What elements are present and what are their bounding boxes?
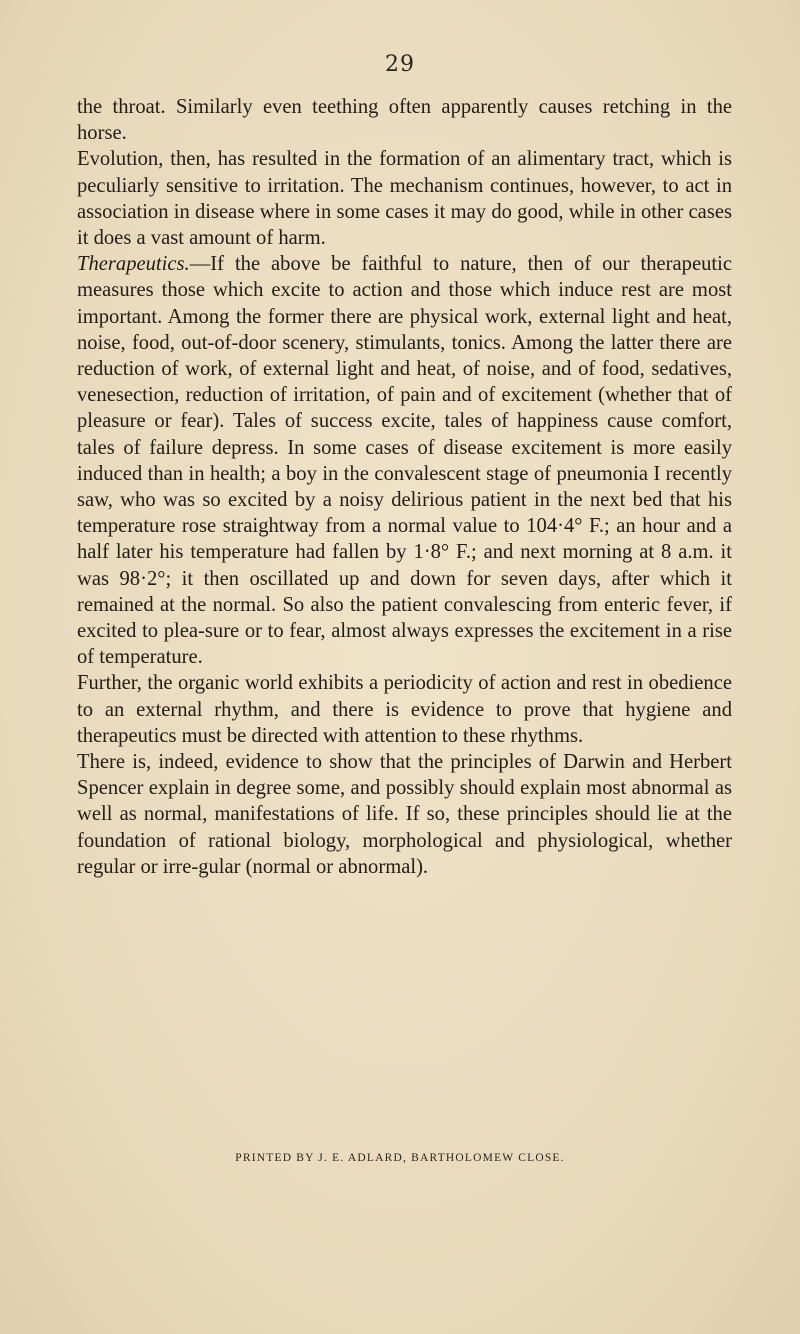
paragraph-4-text: Further, the organic world exhibits a periodicity of action and rest in obedience to an external rhythm, and there is evidence to prove that hygiene and therapeutics must be directed with attention to these rhythms. [77,672,732,747]
printer-imprint: PRINTED BY J. E. ADLARD, BARTHOLOMEW CLOSE. [235,1152,565,1164]
paragraph-1 [77,94,732,146]
section-heading-therapeutics: Therapeutics. [77,253,190,276]
paragraph-1-text: the throat. Similarly even teething often apparently causes retching in the horse. [77,96,732,145]
paragraph-2 [77,146,732,251]
page-number: 29 [385,52,415,77]
paragraph-5 [77,749,732,880]
paragraph-3-text: —If the above be faithful to nature, then of our therapeutic measures those which excite to action and those which induce rest are most important. Among the former there are physical work, external light and heat, noise, food, out-of-door scenery, stimulants, tonics. Among the latter there are reduction of work, of external light and heat, of noise, and of food, sedatives, venesection, reduction of irritation, of pain and of excitement (whether that of pleasure or fear). Tales of success excite, tales of happiness cause comfort, tales of failure depress. In some cases of disease excitement is more easily induced than in health; a boy in the convalescent stage of pneumonia I recently saw, who was so excited by a noisy delirious patient in the next bed that his temperature rose straightway from a normal value to 104·4° F.; an hour and a half later his temperature had fallen by 1·8° F.; and next morning at 8 a.m. it was 98·2°; it then oscillated up and down for seven days, after which it remained at the normal. So also the patient convalescing from enteric fever, if excited to plea-sure or to fear, almost always expresses the excitement in a rise of temperature. [77,253,732,669]
paragraph-5-text: There is, indeed, evidence to show that the principles of Darwin and Herbert Spencer explain in degree some, and possibly should explain most abnormal as well as normal, manifestations of life. If so, these principles should lie at the foundation of rational biology, morphological and physiological, whether regular or irre-gular (normal or abnormal). [77,751,732,878]
paragraph-4 [77,670,732,749]
body-text [77,94,732,880]
paragraph-3 [77,251,732,670]
paragraph-2-text: Evolution, then, has resulted in the formation of an alimentary tract, which is peculiarly sensitive to irritation. The mechanism continues, however, to act in association in disease where in some cases it may do good, while in other cases it does a vast amount of harm. [77,148,732,250]
